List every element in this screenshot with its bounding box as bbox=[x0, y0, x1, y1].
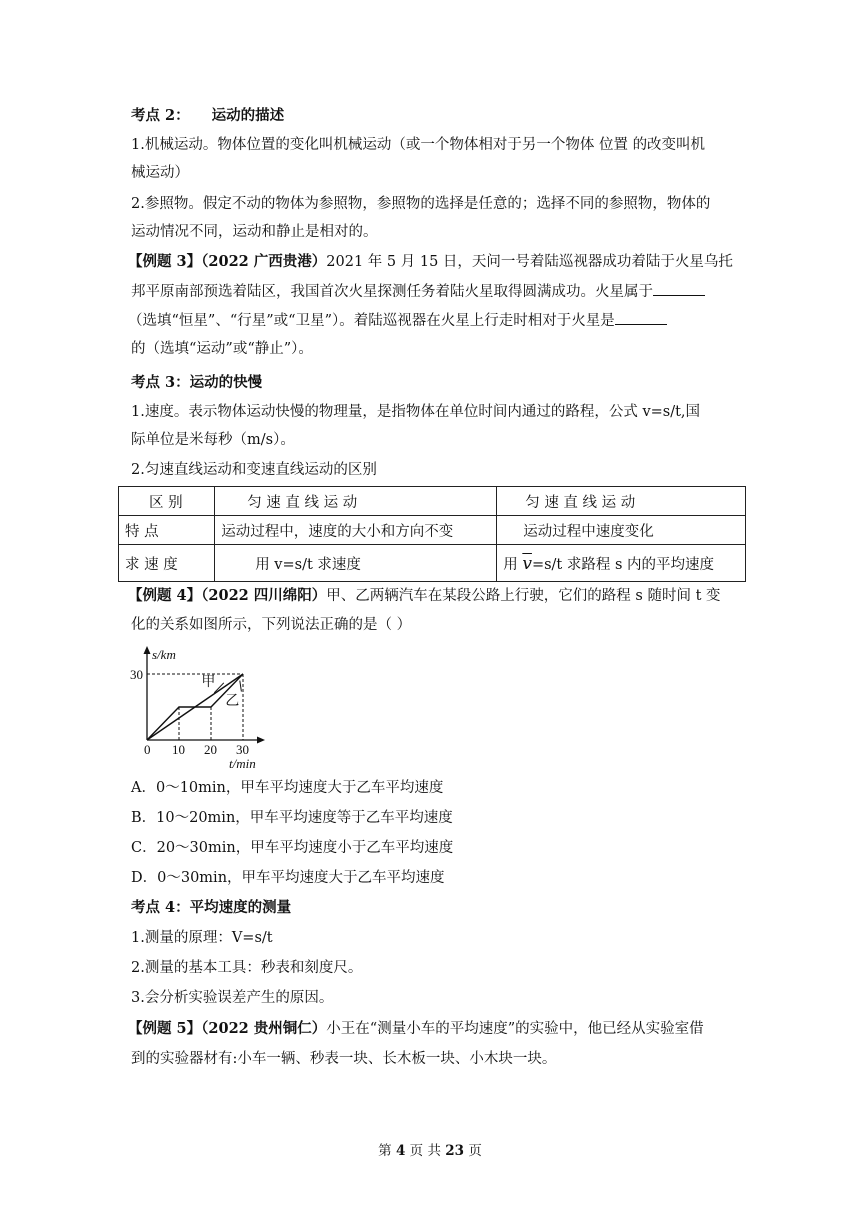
x-axis-label: t/min bbox=[229, 756, 256, 771]
table-row bbox=[119, 545, 746, 582]
table-cell: 用 v=s/t 求速度 bbox=[215, 545, 497, 582]
s-t-graph bbox=[125, 644, 275, 774]
kp4-item: 3.会分析实验误差产生的原因。 bbox=[131, 990, 334, 1006]
ex4-line2: 化的关系如图所示，下列说法正确的是（ ） bbox=[131, 617, 412, 633]
ex5-source: （2022 贵州铜仁） bbox=[201, 1020, 327, 1037]
ex4-option-a: A．0～10min，甲车平均速度大于乙车平均速度 bbox=[131, 780, 444, 796]
ex4-option-c: C．20～30min，甲车平均速度小于乙车平均速度 bbox=[131, 840, 454, 856]
page-footer bbox=[0, 1139, 860, 1159]
ex3-text2: 邦平原南部预选着陆区，我国首次火星探测任务着陆火星取得圆满成功。火星属于 bbox=[131, 284, 653, 300]
kp2-p1-text-c: 的改变叫机 bbox=[632, 137, 706, 153]
table-cell-average-speed bbox=[497, 545, 746, 582]
series-label: 甲 bbox=[201, 675, 216, 691]
kp2-p1-text-a: 1.机械运动。物体位置的变化叫机械运动（或一个物体相对于另一个物体 bbox=[131, 137, 595, 153]
footer-mid: 页 共 bbox=[405, 1143, 446, 1159]
kp3-p1-line2: 际单位是米每秒（m/s）。 bbox=[131, 432, 295, 448]
kp3-p1-line1: 1.速度。表示物体运动快慢的物理量，是指物体在单位时间内通过的路程，公式 v=s/t,国 bbox=[131, 404, 701, 420]
kp3-p2: 2.匀速直线运动和变速直线运动的区别 bbox=[131, 462, 377, 478]
ex3-line2 bbox=[131, 281, 731, 302]
ex3-line1 bbox=[128, 252, 733, 272]
ex3-line3 bbox=[128, 310, 728, 331]
table-header-row bbox=[119, 487, 746, 516]
ex4-text1: 甲、乙两辆汽车在某段公路上行驶，它们的路程 s 随时间 t 变 bbox=[326, 588, 721, 604]
ex4-option-d: D．0～30min，甲车平均速度大于乙车平均速度 bbox=[131, 870, 445, 886]
ex4-label: 【例题 4】 bbox=[128, 587, 202, 604]
ex3-source: （2022 广西贵港） bbox=[201, 253, 327, 270]
kp4-item: 2.测量的基本工具：秒表和刻度尺。 bbox=[131, 960, 363, 976]
series-label: 乙 bbox=[225, 693, 240, 709]
footer-pre: 第 bbox=[378, 1143, 396, 1159]
kp4-item: 1.测量的原理：V=s/t bbox=[131, 930, 273, 946]
ex3-line4: 的（选填“运动”或“静止”）。 bbox=[131, 341, 313, 357]
avg-speed-post: =s/t 求路程 s 内的平均速度 bbox=[531, 556, 715, 573]
ex4-option-b: B．10～20min，甲车平均速度等于乙车平均速度 bbox=[131, 810, 453, 826]
kp2-p2-line1: 2.参照物。假定不动的物体为参照物，参照物的选择是任意的；选择不同的参照物，物体的 bbox=[131, 196, 711, 212]
y-axis-arrow bbox=[144, 646, 151, 654]
footer-page-number: 4 bbox=[395, 1143, 406, 1159]
label-leader bbox=[240, 681, 242, 692]
table-cell: 特 点 bbox=[119, 516, 215, 545]
kp3-heading: 考点 3：运动的快慢 bbox=[131, 374, 263, 391]
footer-total-pages: 23 bbox=[445, 1143, 465, 1159]
table-header-cell: 区 别 bbox=[119, 487, 215, 516]
ex5-text1: 小王在“测量小车的平均速度”的实验中，他已经从实验室借 bbox=[326, 1021, 704, 1037]
y-tick-label: 30 bbox=[130, 667, 143, 682]
ex5-line1 bbox=[128, 1019, 728, 1039]
table-cell: 运动过程中，速度的大小和方向不变 bbox=[215, 516, 497, 545]
table-cell: 运动过程中速度变化 bbox=[497, 516, 746, 545]
kp2-p1-text-b: 位置 bbox=[598, 137, 628, 153]
ex4-line1 bbox=[128, 586, 728, 606]
kp2-heading bbox=[131, 106, 731, 126]
table-header-cell: 匀 速 直 线 运 动 bbox=[215, 487, 497, 516]
ex3-text1: 2021 年 5 月 15 日，天问一号着陆巡视器成功着陆于火星乌托 bbox=[326, 254, 733, 270]
x-tick-label: 20 bbox=[204, 742, 217, 757]
table-header-cell: 匀 速 直 线 运 动 bbox=[497, 487, 746, 516]
ex3-blank1 bbox=[653, 281, 705, 296]
table-cell: 求 速 度 bbox=[119, 545, 215, 582]
x-axis-arrow bbox=[257, 737, 265, 744]
ex3-text3: （选填“恒星”、“行星”或“卫星”）。着陆巡视器在火星上行走时相对于火星是 bbox=[128, 313, 615, 329]
motion-comparison-table bbox=[118, 486, 746, 582]
ex3-label: 【例题 3】 bbox=[128, 253, 202, 270]
ex3-blank2 bbox=[615, 310, 667, 325]
x-tick-label: 30 bbox=[236, 742, 249, 757]
y-axis-label: s/km bbox=[152, 647, 176, 662]
kp2-p2-line2: 运动情况不同，运动和静止是相对的。 bbox=[131, 224, 378, 240]
ex4-source: （2022 四川绵阳） bbox=[201, 587, 327, 604]
kp2-p1-line1 bbox=[131, 135, 731, 155]
ex5-label: 【例题 5】 bbox=[128, 1020, 202, 1037]
x-tick-label: 10 bbox=[172, 742, 185, 757]
ex5-line2: 到的实验器材有:小车一辆、秒表一块、长木板一块、小木块一块。 bbox=[131, 1051, 557, 1067]
avg-speed-pre: 用 bbox=[503, 556, 523, 573]
avg-speed-symbol: $\overline{v}$ bbox=[522, 553, 532, 574]
kp2-heading-title: 运动的描述 bbox=[211, 107, 285, 124]
kp4-heading: 考点 4：平均速度的测量 bbox=[131, 899, 292, 916]
kp2-heading-label: 考点 2： bbox=[131, 107, 190, 124]
x-tick-label: 0 bbox=[144, 742, 151, 757]
footer-post: 页 bbox=[464, 1143, 482, 1159]
table-row bbox=[119, 516, 746, 545]
kp2-p1-line2: 械运动） bbox=[131, 165, 189, 181]
